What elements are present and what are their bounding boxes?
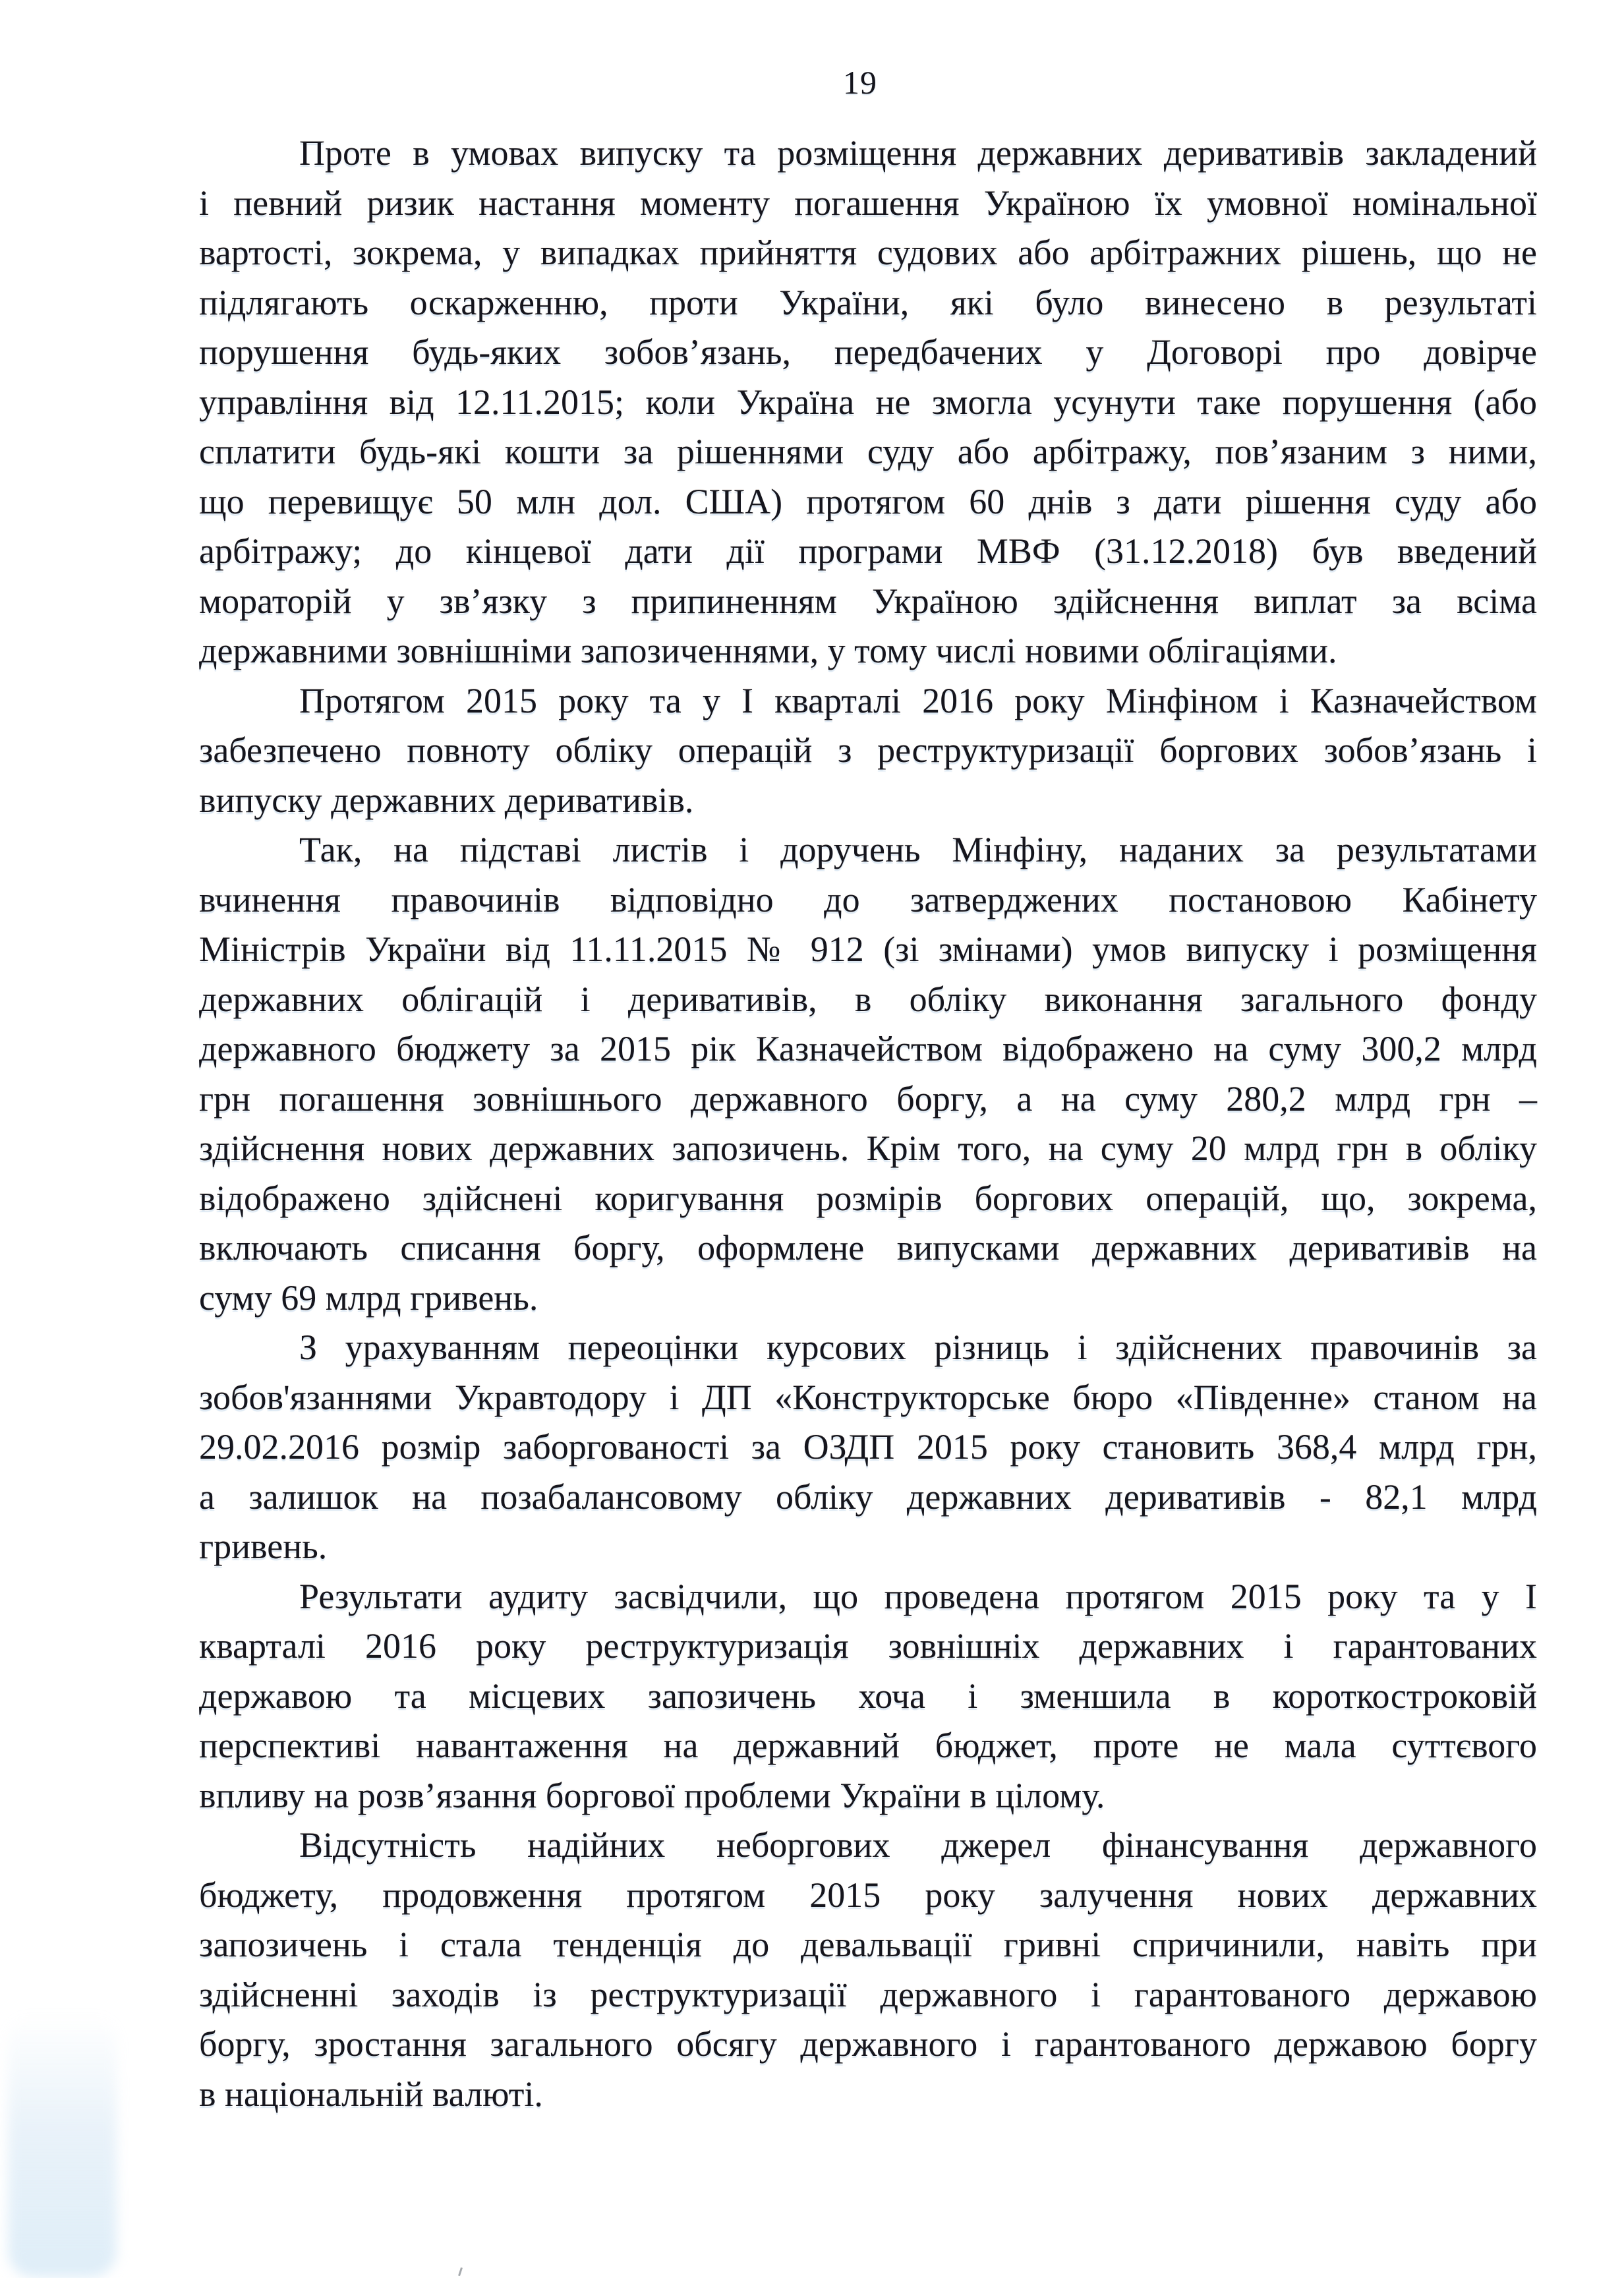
text-line: Так, на підставі листів і доручень Мінфіну, наданих за результатами [299, 830, 1537, 869]
text-line: запозичень і стала тенденція до девальвації гривні спричинили, навіть при [199, 1925, 1537, 1964]
text-line: Міністрів України від 11.11.2015 № 912 (зі змінами) умов випуску і розміщення [199, 929, 1537, 969]
text-line: державних облігацій і деривативів, в обліку виконання загального фонду [199, 979, 1537, 1019]
text-line: державного бюджету за 2015 рік Казначейством відображено на суму 300,2 млрд [199, 1029, 1537, 1068]
text-line: підлягають оскарженню, проти України, які було винесено в результаті [199, 282, 1537, 322]
paragraph [199, 825, 1537, 1323]
paragraph [199, 1323, 1537, 1572]
text-line: забезпечено повноту обліку операцій з реструктуризації боргових зобов’язань і [199, 730, 1537, 770]
text-line: Результати аудиту засвідчили, що проведена протягом 2015 року та у І [299, 1576, 1537, 1616]
text-line: Відсутність надійних неборгових джерел фінансування державного [299, 1825, 1537, 1865]
scan-artifact-streak [8, 2014, 117, 2277]
text-line: випуску державних деривативів. [199, 780, 694, 820]
text-line: впливу на розв’язання боргової проблеми України в цілому. [199, 1775, 1105, 1815]
text-line: бюджету, продовження протягом 2015 року залучення нових державних [199, 1875, 1537, 1915]
text-line: державними зовнішніми запозиченнями, у тому числі новими облігаціями. [199, 631, 1337, 670]
text-line: арбітражу; до кінцевої дати дії програми МВФ (31.12.2018) був введений [199, 531, 1537, 571]
text-line: 29.02.2016 розмір заборгованості за ОЗДП 2015 року становить 368,4 млрд грн, [199, 1427, 1537, 1467]
text-line: включають списання боргу, оформлене випусками державних деривативів на [199, 1228, 1537, 1268]
text-line: державою та місцевих запозичень хоча і зменшила в короткостроковій [199, 1676, 1537, 1716]
text-line: вартості, зокрема, у випадках прийняття судових або арбітражних рішень, що не [199, 233, 1537, 272]
text-line: вчинення правочинів відповідно до затверджених постановою Кабінету [199, 879, 1537, 920]
text-line: грн погашення зовнішнього державного боргу, а на суму 280,2 млрд грн – [199, 1078, 1537, 1119]
text-line: кварталі 2016 року реструктуризація зовнішніх державних і гарантованих [199, 1626, 1537, 1666]
paragraph [199, 129, 1537, 676]
text-line: здійснення нових державних запозичень. Крім того, на суму 20 млрд грн в обліку [199, 1128, 1537, 1168]
text-line: Проте в умовах випуску та розміщення державних деривативів закладений [299, 133, 1537, 173]
text-line: суму 69 млрд гривень. [199, 1277, 538, 1318]
paragraph [199, 1572, 1537, 1821]
text-line: гривень. [199, 1527, 328, 1566]
text-block [199, 129, 1537, 2119]
text-line: мораторій у зв’язку з припиненням Україною здійснення виплат за всіма [199, 581, 1537, 621]
text-line: порушення будь-яких зобов’язань, передбачених у Договорі про довірче [199, 332, 1537, 372]
text-line: зобов'язаннями Укравтодору і ДП «Конструкторське бюро «Південне» станом на [199, 1377, 1537, 1417]
text-line: перспективі навантаження на державний бюджет, проте не мала суттєвого [199, 1726, 1537, 1765]
text-line: і певний ризик настання моменту погашення Україною їх умовної номінальної [199, 183, 1537, 223]
text-line: боргу, зростання загального обсягу державного і гарантованого державою боргу [199, 2024, 1537, 2064]
text-line: сплатити будь-які кошти за рішеннями суду або арбітражу, пов’язаним з ними, [199, 432, 1537, 471]
scan-artifact-speck [458, 2267, 463, 2276]
text-line: З урахуванням переоцінки курсових різниць і здійснених правочинів за [299, 1328, 1537, 1367]
text-line: відображено здійснені коригування розмірів боргових операцій, що, зокрема, [199, 1178, 1537, 1218]
page-number: 19 [843, 64, 877, 101]
text-line: в національній валюті. [199, 2074, 543, 2114]
text-line: а залишок на позабалансовому обліку державних деривативів - 82,1 млрд [199, 1476, 1537, 1517]
text-line: що перевищує 50 млн дол. США) протягом 60 днів з дати рішення суду або [199, 481, 1537, 521]
paragraph [199, 1821, 1537, 2119]
text-line: Протягом 2015 року та у І кварталі 2016 року Мінфіном і Казначейством [299, 680, 1537, 720]
text-line: здійсненні заходів із реструктуризації державного і гарантованого державою [199, 1974, 1537, 2014]
paragraph [199, 676, 1537, 826]
text-line: управління від 12.11.2015; коли Україна не змогла усунути таке порушення (або [199, 382, 1537, 422]
